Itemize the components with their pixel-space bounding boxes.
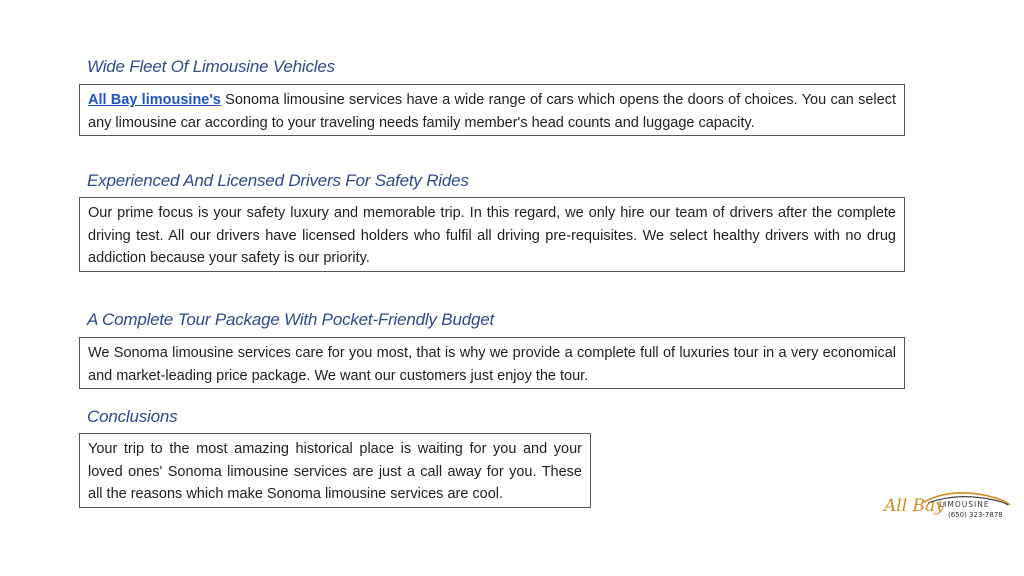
section-experienced-drivers-text: Our prime focus is your safety luxury and memorable trip. In this regard, we only hire our team of drivers after the complete driving test. All our drivers have licensed holders who fulfil all driving pre-requisites. We select healthy drivers with no drug addiction because your safety is our priority.: [88, 205, 896, 266]
heading-experienced-drivers: Experienced And Licensed Drivers For Safety Rides: [87, 171, 469, 190]
heading-conclusions: Conclusions: [87, 407, 178, 426]
section-tour-package-text: We Sonoma limousine services care for you most, that is why we provide a complete full of luxuries tour in a very economical and market-leading price package. We want our customers just enjoy the tour.: [88, 345, 896, 384]
section-wide-fleet-box: [79, 84, 905, 136]
section-conclusions-text: Your trip to the most amazing historical place is waiting for you and your loved ones' Sonoma limousine services are just a call away for you. These all the reasons which make Sonoma limousine services are cool.: [88, 441, 582, 502]
logo-phone-text: (650) 323-7878: [948, 511, 1003, 519]
heading-tour-package: A Complete Tour Package With Pocket-Friendly Budget: [87, 310, 494, 329]
section-tour-package-box: [79, 337, 905, 389]
section-conclusions-box: [79, 433, 591, 508]
heading-wide-fleet: Wide Fleet Of Limousine Vehicles: [87, 57, 335, 76]
all-bay-limousine-logo: [884, 488, 1012, 524]
section-wide-fleet-text: Sonoma limousine services have a wide range of cars which opens the doors of choices. You can select any limousine car according to your traveling needs family member's head counts and luggage capacity.: [88, 92, 896, 131]
logo-script-text: All Bay: [884, 496, 945, 516]
logo-word-text: LIMOUSINE: [939, 500, 990, 509]
section-experienced-drivers-box: [79, 197, 905, 272]
all-bay-limousine-link[interactable]: All Bay limousine's: [88, 92, 221, 108]
